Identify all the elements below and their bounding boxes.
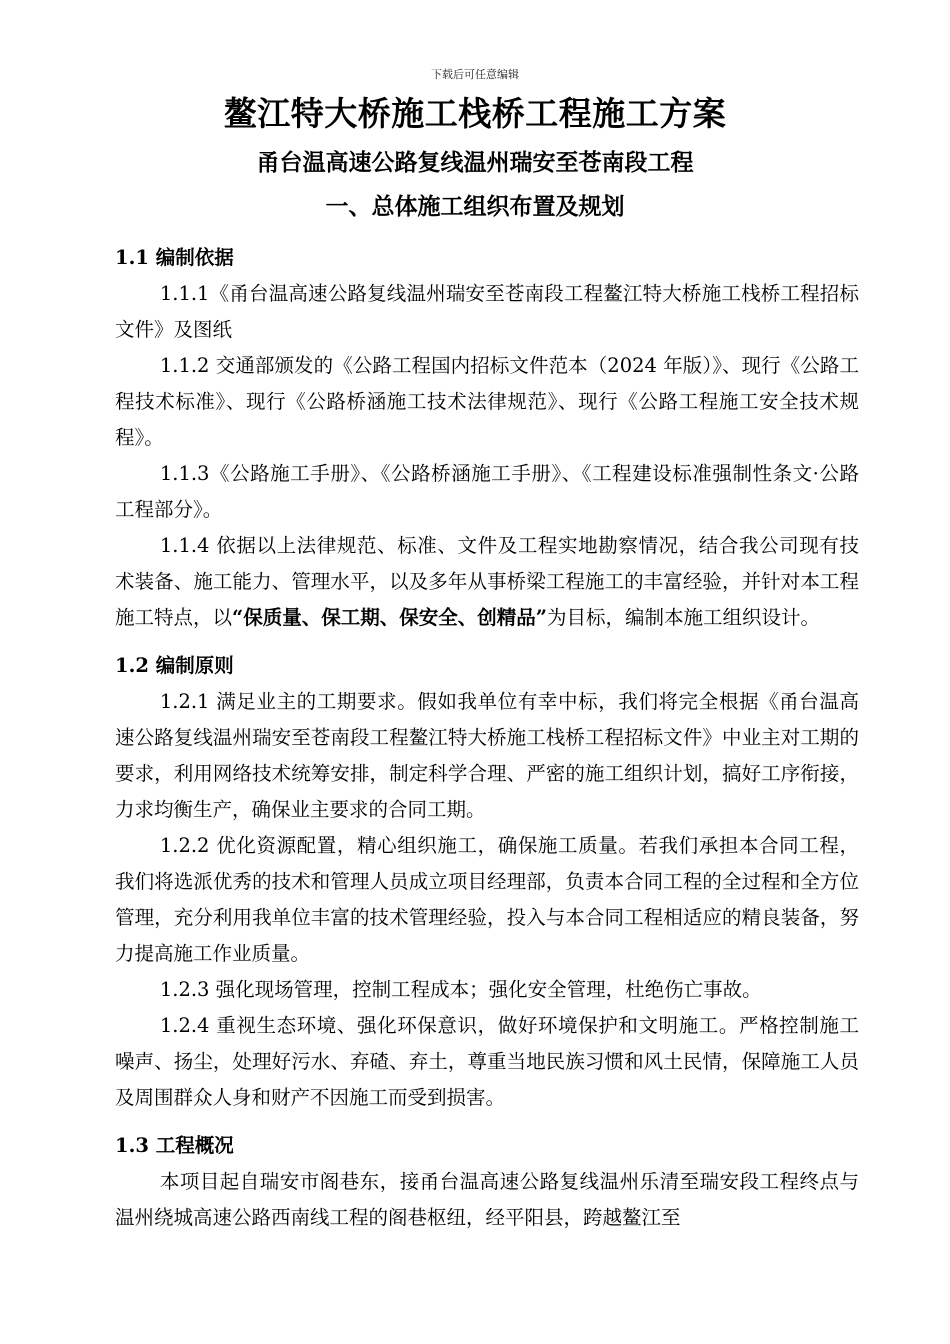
paragraph-1-1-4-emphasis: “保质量、保工期、保安全、创精品”: [232, 606, 547, 629]
paragraph-1-2-2: 1.2.2 优化资源配置，精心组织施工，确保施工质量。若我们承担本合同工程，我们将选派优秀的技术和管理人员成立项目经理部，负责本合同工程的全过程和全方位管理，充分利用我单位丰富的技术管理经验，投入与本合同工程相适应的精良装备，努力提高施工作业质量。: [115, 834, 859, 965]
paragraph-1-3-1: 本项目起自瑞安市阁巷东，接甬台温高速公路复线温州乐清至瑞安段工程终点与温州绕城高速公路西南线工程的阁巷枢纽，经平阳县，跨越鳌江至: [115, 1170, 859, 1229]
paragraph-1-2-1: 1.2.1 满足业主的工期要求。假如我单位有幸中标，我们将完全根据《甬台温高速公路复线温州瑞安至苍南段工程鳌江特大桥施工栈桥工程招标文件》中业主对工期的要求，利用网络技术统筹安排，制定科学合理、严密的施工组织计划，搞好工序衔接，力求均衡生产，确保业主要求的合同工期。: [115, 690, 859, 821]
paragraph-1-1-4-text: 1.1.4 依据以上法律规范、标准、文件及工程实地勘察情况，结合我公司现有技术装备、施工能力、管理水平，以及多年从事桥梁工程施工的丰富经验，并针对本工程施工特点，以: [115, 534, 859, 629]
paragraph-1-1-2: 1.1.2 交通部颁发的《公路工程国内招标文件范本（2024 年版）》、现行《公路工程技术标准》、现行《公路桥涵施工技术法律规范》、现行《公路工程施工安全技术规程》。: [115, 354, 859, 449]
paragraph-1-1-1: 1.1.1《甬台温高速公路复线温州瑞安至苍南段工程鳌江特大桥施工栈桥工程招标文件》及图纸: [115, 282, 859, 341]
section-title: 一、总体施工组织布置及规划: [325, 193, 625, 220]
heading-1-1: 1.1 编制依据: [115, 246, 234, 269]
paragraph-1-1-4-tail: 为目标，编制本施工组织设计。: [546, 606, 820, 629]
paragraph-1-1-4: [115, 528, 859, 636]
document-subtitle: 甬台温高速公路复线温州瑞安至苍南段工程: [256, 149, 694, 176]
heading-1-3: 1.3 工程概况: [115, 1134, 234, 1157]
paragraph-1-2-4: 1.2.4 重视生态环境、强化环保意识，做好环境保护和文明施工。严格控制施工噪声、扬尘，处理好污水、弃碴、弃土，尊重当地民族习惯和风土民情，保障施工人员及周围群众人身和财产不因施工而受到损害。: [115, 1014, 859, 1109]
document-body: [115, 240, 859, 1236]
heading-1-2: 1.2 编制原则: [115, 654, 234, 677]
paragraph-1-2-3: 1.2.3 强化现场管理，控制工程成本；强化安全管理，杜绝伤亡事故。: [159, 978, 762, 1001]
paragraph-1-1-3: 1.1.3《公路施工手册》、《公路桥涵施工手册》、《工程建设标准强制性条文·公路工程部分》。: [115, 462, 859, 521]
document-title: 鳌江特大桥施工栈桥工程施工方案: [223, 94, 727, 133]
watermark-text: 下载后可任意编辑: [431, 68, 519, 81]
